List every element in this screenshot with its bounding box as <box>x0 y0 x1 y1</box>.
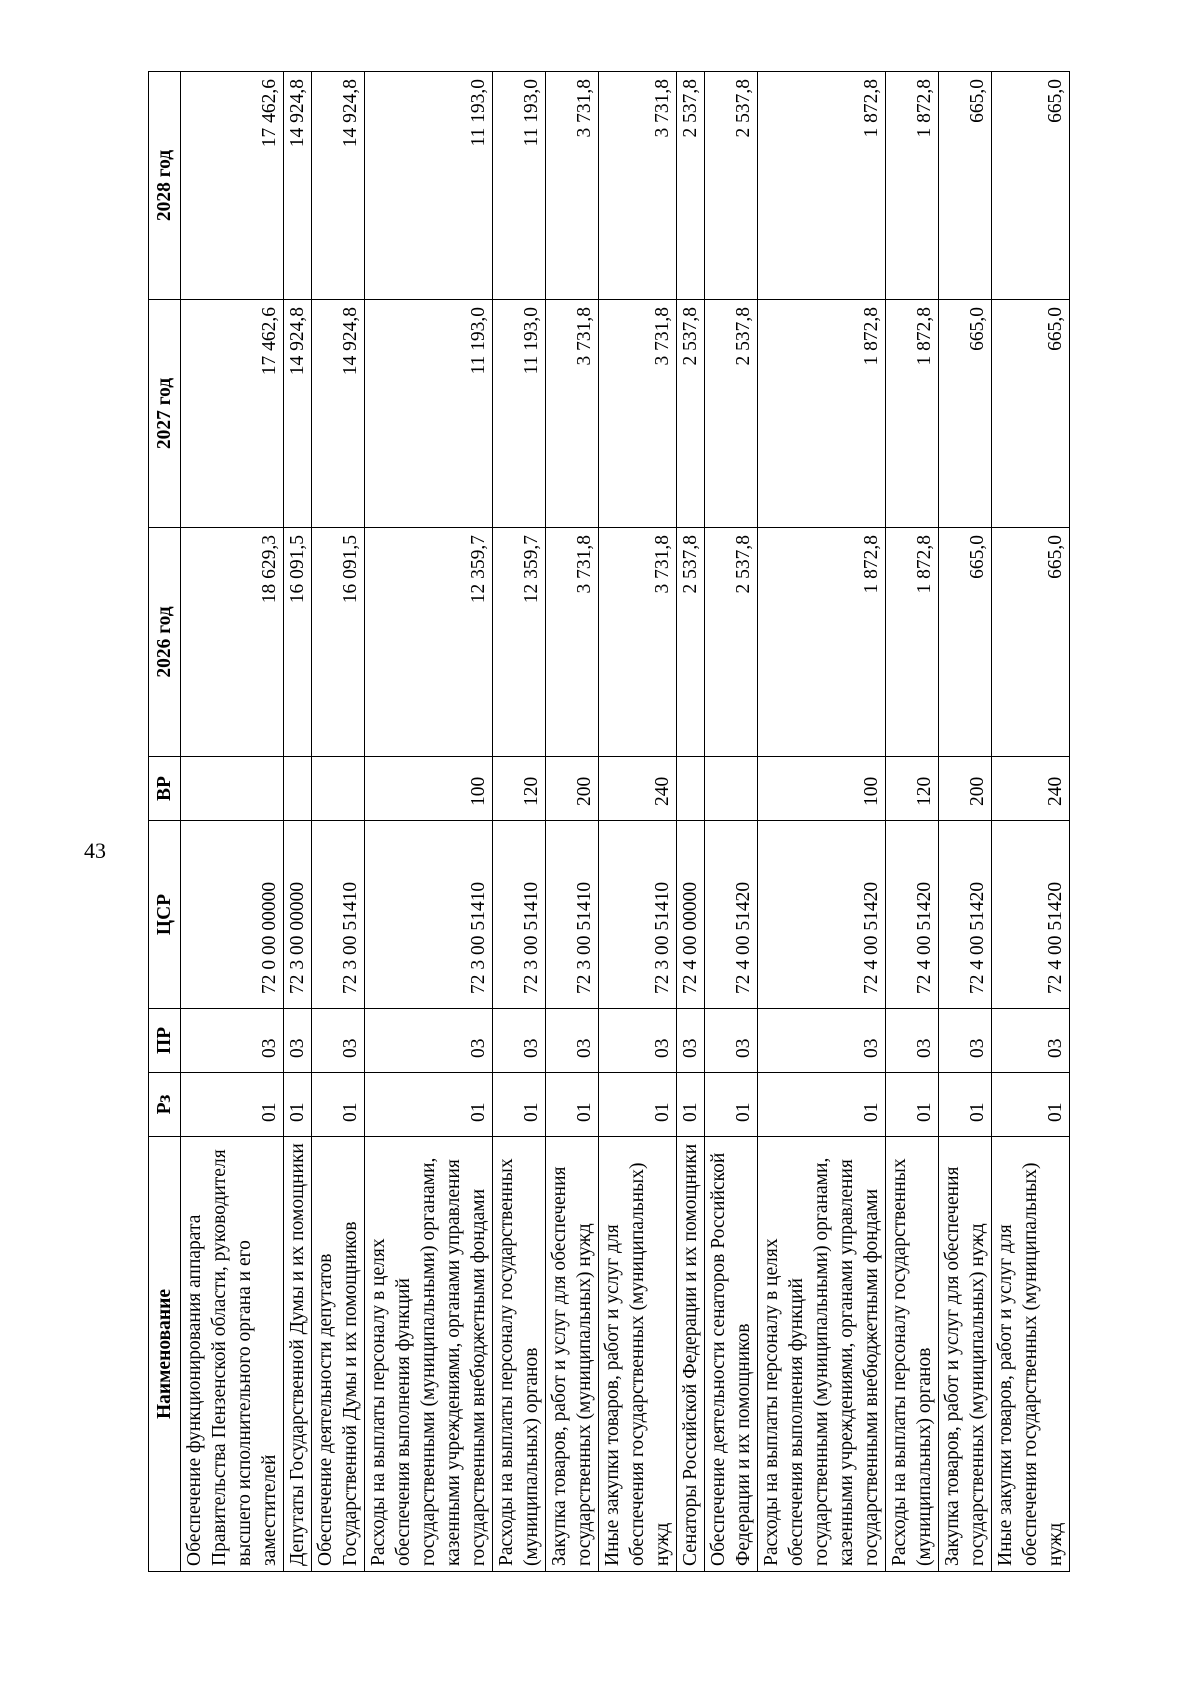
row-name-cell: Закупка товаров, работ и услуг для обеспечения государственных (муниципальных) нужд <box>939 1137 992 1572</box>
header-2026: 2026 год <box>149 528 181 757</box>
row-2028-cell: 14 924,8 <box>284 72 312 300</box>
row-2027-cell: 1 872,8 <box>886 300 939 528</box>
row-rz-cell: 01 <box>599 1073 677 1137</box>
row-2026-cell: 18 629,3 <box>181 528 284 757</box>
table-row <box>758 72 886 1572</box>
row-2027-cell: 11 193,0 <box>365 300 493 528</box>
header-2027: 2027 год <box>149 300 181 528</box>
row-rz-cell: 01 <box>312 1073 365 1137</box>
row-2027-cell: 665,0 <box>992 300 1070 528</box>
row-pr-cell: 03 <box>284 1009 312 1073</box>
row-name-cell: Иные закупки товаров, работ и услуг для обеспечения государственных (муниципальных) нужд <box>992 1137 1070 1572</box>
table-row <box>546 72 599 1572</box>
row-rz-cell: 01 <box>546 1073 599 1137</box>
row-2028-cell: 1 872,8 <box>886 72 939 300</box>
row-2028-cell: 17 462,6 <box>181 72 284 300</box>
row-csr-cell: 72 3 00 51410 <box>312 821 365 1009</box>
row-2026-cell: 16 091,5 <box>312 528 365 757</box>
row-vr-cell: 120 <box>493 757 546 821</box>
row-rz-cell: 01 <box>758 1073 886 1137</box>
row-vr-cell <box>181 757 284 821</box>
row-rz-cell: 01 <box>992 1073 1070 1137</box>
table-row <box>705 72 758 1572</box>
row-2027-cell: 14 924,8 <box>312 300 365 528</box>
row-vr-cell: 240 <box>992 757 1070 821</box>
table-row <box>493 72 546 1572</box>
row-2027-cell: 3 731,8 <box>546 300 599 528</box>
row-csr-cell: 72 3 00 51410 <box>493 821 546 1009</box>
header-rz: Рз <box>149 1073 181 1137</box>
row-name-cell: Расходы на выплаты персоналу в целях обеспечения выполнения функций государственными (муниципальными) органами, казенными учреждениями, органами управления государственными внебюджетными фондами <box>758 1137 886 1572</box>
row-name-cell: Расходы на выплаты персоналу государственных (муниципальных) органов <box>493 1137 546 1572</box>
row-name-cell: Депутаты Государственной Думы и их помощники <box>284 1137 312 1572</box>
row-csr-cell: 72 4 00 51420 <box>992 821 1070 1009</box>
row-vr-cell <box>312 757 365 821</box>
table-row <box>939 72 992 1572</box>
row-2026-cell: 1 872,8 <box>886 528 939 757</box>
row-pr-cell: 03 <box>365 1009 493 1073</box>
row-2026-cell: 1 872,8 <box>758 528 886 757</box>
row-pr-cell: 03 <box>181 1009 284 1073</box>
row-vr-cell: 120 <box>886 757 939 821</box>
row-vr-cell: 240 <box>599 757 677 821</box>
row-vr-cell <box>284 757 312 821</box>
row-2028-cell: 2 537,8 <box>705 72 758 300</box>
header-2028: 2028 год <box>149 72 181 300</box>
row-pr-cell: 03 <box>493 1009 546 1073</box>
row-csr-cell: 72 4 00 51420 <box>758 821 886 1009</box>
row-2026-cell: 16 091,5 <box>284 528 312 757</box>
row-2028-cell: 11 193,0 <box>365 72 493 300</box>
row-pr-cell: 03 <box>886 1009 939 1073</box>
row-vr-cell <box>677 757 705 821</box>
row-2026-cell: 2 537,8 <box>705 528 758 757</box>
row-pr-cell: 03 <box>677 1009 705 1073</box>
row-csr-cell: 72 4 00 00000 <box>677 821 705 1009</box>
row-csr-cell: 72 3 00 51410 <box>365 821 493 1009</box>
row-csr-cell: 72 0 00 00000 <box>181 821 284 1009</box>
row-name-cell: Иные закупки товаров, работ и услуг для обеспечения государственных (муниципальных) нужд <box>599 1137 677 1572</box>
table-row <box>284 72 312 1572</box>
row-vr-cell <box>705 757 758 821</box>
row-rz-cell: 01 <box>493 1073 546 1137</box>
row-csr-cell: 72 3 00 51410 <box>599 821 677 1009</box>
row-name-cell: Закупка товаров, работ и услуг для обеспечения государственных (муниципальных) нужд <box>546 1137 599 1572</box>
table-row <box>886 72 939 1572</box>
row-name-cell: Обеспечение деятельности сенаторов Российской Федерации и их помощников <box>705 1137 758 1572</box>
row-vr-cell: 200 <box>546 757 599 821</box>
table-row <box>677 72 705 1572</box>
row-pr-cell: 03 <box>312 1009 365 1073</box>
row-2026-cell: 12 359,7 <box>365 528 493 757</box>
row-rz-cell: 01 <box>677 1073 705 1137</box>
row-2028-cell: 665,0 <box>992 72 1070 300</box>
row-2028-cell: 665,0 <box>939 72 992 300</box>
row-2027-cell: 11 193,0 <box>493 300 546 528</box>
budget-table <box>148 71 1070 1572</box>
row-name-cell: Расходы на выплаты персоналу государственных (муниципальных) органов <box>886 1137 939 1572</box>
row-2026-cell: 2 537,8 <box>677 528 705 757</box>
row-pr-cell: 03 <box>546 1009 599 1073</box>
row-csr-cell: 72 4 00 51420 <box>705 821 758 1009</box>
table-row <box>599 72 677 1572</box>
row-2027-cell: 17 462,6 <box>181 300 284 528</box>
row-pr-cell: 03 <box>758 1009 886 1073</box>
row-name-cell: Расходы на выплаты персоналу в целях обеспечения выполнения функций государственными (муниципальными) органами, казенными учреждениями, органами управления государственными внебюджетными фондами <box>365 1137 493 1572</box>
row-vr-cell: 100 <box>365 757 493 821</box>
row-2027-cell: 665,0 <box>939 300 992 528</box>
header-name: Наименование <box>149 1137 181 1572</box>
row-csr-cell: 72 4 00 51420 <box>939 821 992 1009</box>
row-csr-cell: 72 3 00 00000 <box>284 821 312 1009</box>
row-2027-cell: 1 872,8 <box>758 300 886 528</box>
row-csr-cell: 72 4 00 51420 <box>886 821 939 1009</box>
page-number: 43 <box>84 838 106 863</box>
row-2028-cell: 14 924,8 <box>312 72 365 300</box>
row-name-cell: Обеспечение функционирования аппарата Правительства Пензенской области, руководителя высшего исполнительного органа и его заместителей <box>181 1137 284 1572</box>
row-rz-cell: 01 <box>886 1073 939 1137</box>
row-2027-cell: 2 537,8 <box>705 300 758 528</box>
row-2026-cell: 12 359,7 <box>493 528 546 757</box>
row-pr-cell: 03 <box>939 1009 992 1073</box>
row-2028-cell: 2 537,8 <box>677 72 705 300</box>
row-2027-cell: 14 924,8 <box>284 300 312 528</box>
row-rz-cell: 01 <box>365 1073 493 1137</box>
row-2027-cell: 2 537,8 <box>677 300 705 528</box>
row-2028-cell: 11 193,0 <box>493 72 546 300</box>
row-2028-cell: 1 872,8 <box>758 72 886 300</box>
row-rz-cell: 01 <box>939 1073 992 1137</box>
row-2026-cell: 3 731,8 <box>599 528 677 757</box>
row-pr-cell: 03 <box>599 1009 677 1073</box>
row-2026-cell: 665,0 <box>939 528 992 757</box>
table-row <box>312 72 365 1572</box>
row-2026-cell: 665,0 <box>992 528 1070 757</box>
table-row <box>365 72 493 1572</box>
row-2026-cell: 3 731,8 <box>546 528 599 757</box>
row-vr-cell: 100 <box>758 757 886 821</box>
row-vr-cell: 200 <box>939 757 992 821</box>
table-header-row <box>149 72 181 1572</box>
row-rz-cell: 01 <box>181 1073 284 1137</box>
header-csr: ЦСР <box>149 821 181 1009</box>
row-name-cell: Обеспечение деятельности депутатов Государственной Думы и их помощников <box>312 1137 365 1572</box>
row-2028-cell: 3 731,8 <box>599 72 677 300</box>
row-pr-cell: 03 <box>705 1009 758 1073</box>
rotated-table-container <box>148 72 1066 1572</box>
row-2027-cell: 3 731,8 <box>599 300 677 528</box>
row-2028-cell: 3 731,8 <box>546 72 599 300</box>
row-csr-cell: 72 3 00 51410 <box>546 821 599 1009</box>
row-rz-cell: 01 <box>284 1073 312 1137</box>
header-pr: ПР <box>149 1009 181 1073</box>
row-rz-cell: 01 <box>705 1073 758 1137</box>
row-pr-cell: 03 <box>992 1009 1070 1073</box>
table-row <box>992 72 1070 1572</box>
table-body <box>181 72 1070 1572</box>
header-vr: ВР <box>149 757 181 821</box>
table-row <box>181 72 284 1572</box>
row-name-cell: Сенаторы Российской Федерации и их помощники <box>677 1137 705 1572</box>
